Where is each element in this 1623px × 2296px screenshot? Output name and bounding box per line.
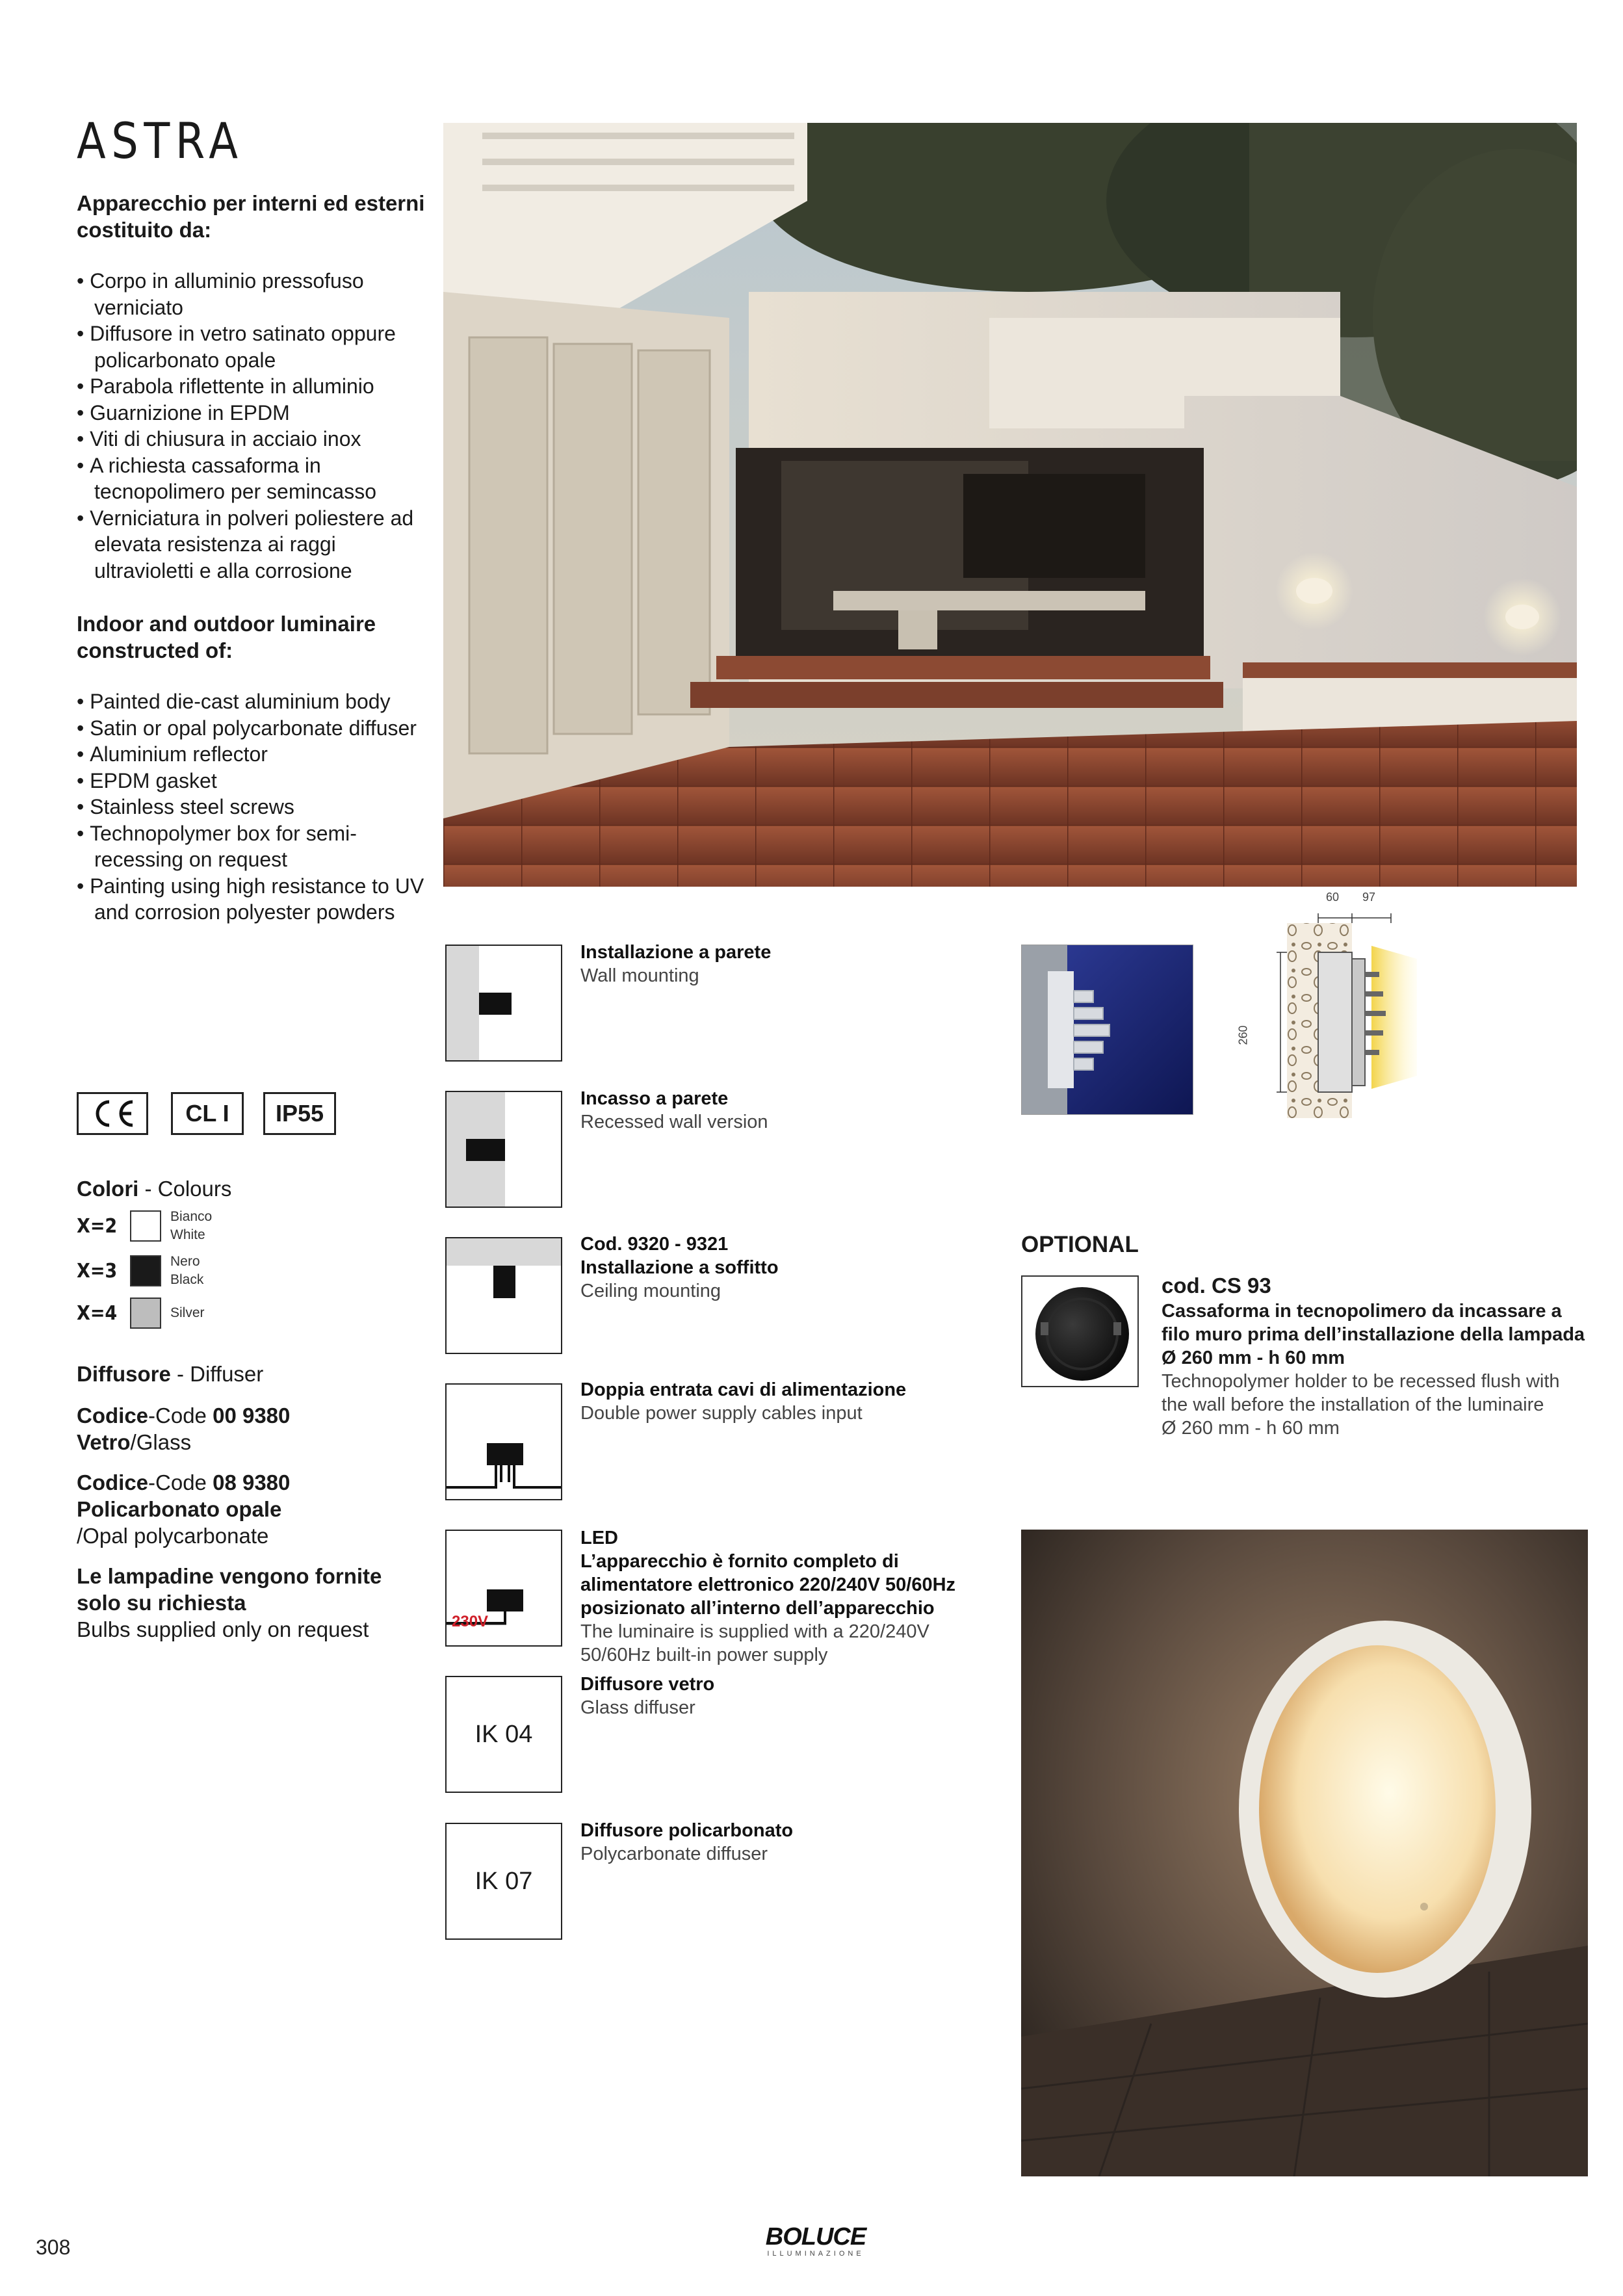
ip-rating-badge: IP55	[263, 1092, 336, 1135]
ce-mark-badge	[77, 1092, 148, 1135]
ik07-label: IK 07	[474, 1867, 533, 1895]
optional-holder-photo	[1021, 1275, 1139, 1387]
diffuser-code-polycarbonate: Codice-Code 08 9380 Policarbonato opale /Opal polycarbonate	[77, 1470, 291, 1548]
feature-recessed-wall: Incasso a parete Recessed wall version	[580, 1088, 768, 1132]
ik04-label: IK 04	[474, 1720, 533, 1748]
feature-item: • Viti di chiusura in acciaio inox	[77, 426, 441, 452]
lit-luminaire-photo	[1021, 1530, 1588, 2176]
feature-item: • Stainless steel screws	[77, 794, 441, 820]
colour-code: X=4	[77, 1301, 118, 1325]
feature-polycarbonate-diffuser: Diffusore policarbonato Polycarbonate diffuser	[580, 1820, 794, 1864]
feature-item: • Corpo in alluminio pressofuso verniciato	[77, 268, 441, 320]
feature-item: • Parabola riflettente in alluminio	[77, 373, 441, 400]
intro-italian: Apparecchio per interni ed esterni costituito da:	[77, 191, 425, 242]
feature-item: • Diffusore in vetro satinato oppure policarbonato opale	[77, 320, 441, 373]
led-power-supply-icon	[445, 1530, 562, 1647]
colour-code: X=3	[77, 1259, 118, 1283]
bulbs-note: Le lampadine vengono fornite solo su richiesta Bulbs supplied only on request	[77, 1564, 382, 1641]
feature-glass-diffuser: Diffusore vetro Glass diffuser	[580, 1674, 715, 1718]
feature-wall-mounting: Installazione a parete Wall mounting	[580, 942, 772, 986]
feature-item: • Painting using high resistance to UV and corrosion polyester powders	[77, 873, 441, 926]
ce-mark-icon	[87, 1098, 138, 1129]
feature-item: • Guarnizione in EPDM	[77, 400, 441, 426]
product-title: ASTRA	[77, 112, 244, 170]
colour-option-black: X=3 Nero Black	[77, 1254, 204, 1287]
features-list-italian	[77, 268, 441, 584]
colour-option-white: X=2 Bianco White	[77, 1209, 213, 1242]
colour-option-silver: X=4 Silver	[77, 1295, 205, 1331]
diffuser-heading: Diffusore - Diffuser	[77, 1362, 264, 1386]
optional-code: cod. CS 93	[1162, 1273, 1271, 1298]
dimension-diagram	[1248, 887, 1417, 1121]
optional-description: cod. CS 93 Cassaforma in tecnopolimero da incassare a filo muro prima dell’installazione della lampada Ø 260 mm - h 60 mm Technopolymer holder to be recessed flush with the wall before the installation of the luminaire Ø 260 mm - h 60 mm	[1162, 1272, 1591, 1440]
colour-swatch	[130, 1210, 161, 1242]
voltage-label: 230V	[452, 1613, 489, 1630]
colour-swatch	[130, 1298, 161, 1329]
feature-item: • EPDM gasket	[77, 768, 441, 794]
colour-code: X=2	[77, 1214, 118, 1238]
feature-item: • Satin or opal polycarbonate diffuser	[77, 715, 441, 742]
feature-item: • Painted die-cast aluminium body	[77, 688, 441, 715]
feature-ceiling-mounting: Cod. 9320 - 9321 Installazione a soffitto Ceiling mounting	[580, 1234, 779, 1301]
feature-led: LED L’apparecchio è fornito completo di alimentatore elettronico 220/240V 50/60Hz posizionato all’interno dell’apparecchio The luminaire is supplied with a 220/240V 50/60Hz built-in power supply	[580, 1528, 956, 1665]
wall-mounting-icon	[445, 945, 562, 1062]
feature-item: • Verniciatura in polveri poliestere ad elevata resistenza ai raggi ultravioletti e alla corrosione	[77, 505, 441, 584]
colour-swatch	[130, 1255, 161, 1286]
feature-item: • A richiesta cassaforma in tecnopolimero per semincasso	[77, 452, 441, 505]
ceiling-mounting-icon	[445, 1237, 562, 1354]
ik07-rating-box	[445, 1823, 562, 1940]
optional-heading: OPTIONAL	[1021, 1232, 1139, 1257]
terrace-installation-photo	[443, 123, 1577, 887]
class-badge: CL I	[171, 1092, 244, 1135]
recessed-wall-icon	[445, 1091, 562, 1208]
diffuser-code-glass: Codice-Code 00 9380 Vetro/Glass	[77, 1403, 291, 1454]
feature-item: • Aluminium reflector	[77, 741, 441, 768]
product-side-photo	[1021, 945, 1193, 1115]
dimension-depth-b: 97	[1362, 891, 1376, 904]
features-list-english	[77, 688, 441, 926]
feature-double-cable-input: Doppia entrata cavi di alimentazione Double power supply cables input	[580, 1379, 907, 1424]
page-number: 308	[36, 2236, 71, 2259]
feature-item: • Technopolymer box for semi-recessing on request	[77, 820, 441, 873]
dimension-height: 260	[1236, 1025, 1250, 1045]
double-cable-input-icon	[445, 1383, 562, 1500]
boluce-logo: BOLUCE ILLUMINAZIONE	[765, 2223, 866, 2258]
ik04-rating-box	[445, 1676, 562, 1793]
dimension-depth-a: 60	[1326, 891, 1340, 904]
colours-heading: Colori - Colours	[77, 1177, 232, 1201]
intro-english: Indoor and outdoor luminaire constructed of:	[77, 612, 376, 662]
